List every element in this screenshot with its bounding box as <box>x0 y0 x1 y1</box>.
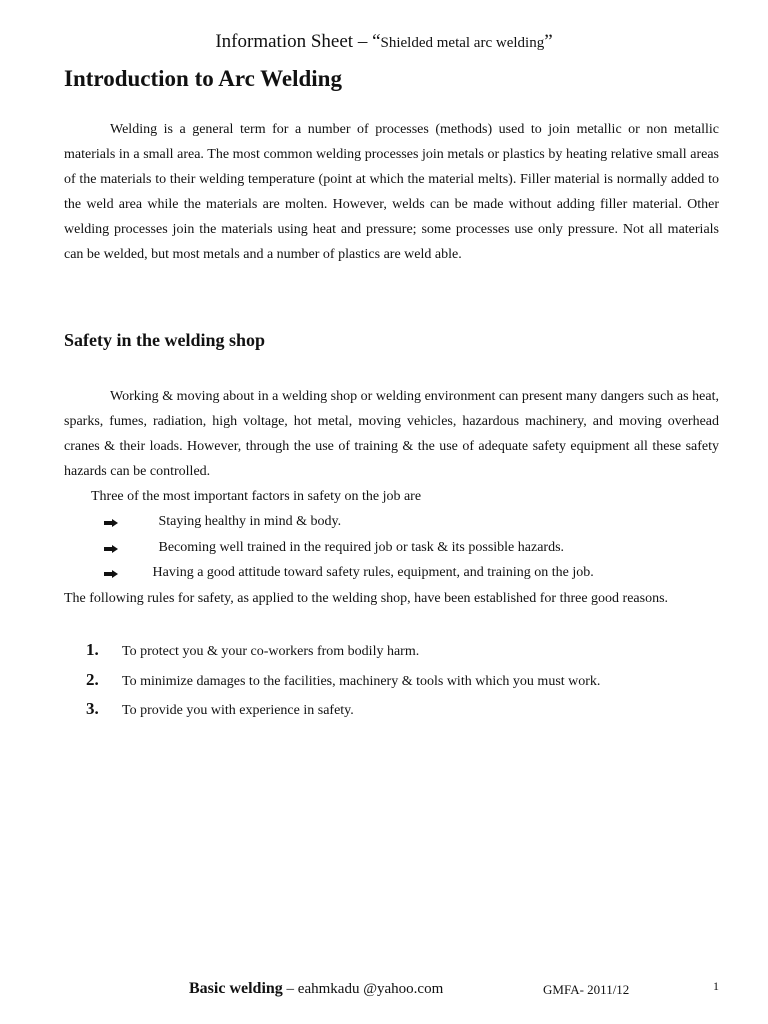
footer-code: GMFA- 2011/12 <box>543 982 630 997</box>
list-item <box>86 699 354 719</box>
header-quote-open: “ <box>372 31 381 52</box>
header-dash: – <box>353 31 373 52</box>
factors-intro: Three of the most important factors in safety on the job are <box>91 489 422 504</box>
item-text: To provide you with experience in safety. <box>122 703 354 718</box>
rules-intro: The following rules for safety, as applied to the welding shop, have been established for three good reasons. <box>64 591 669 606</box>
factor-text: Becoming well trained in the required job or task & its possible hazards. <box>158 540 565 555</box>
factor-text: Having a good attitude toward safety rules, equipment, and training on the job. <box>152 565 594 580</box>
page-footer <box>0 980 768 1004</box>
safety-paragraph <box>64 384 719 484</box>
footer-dash: – <box>282 981 298 997</box>
list-item <box>86 670 600 690</box>
footer-email: eahmkadu @yahoo.com <box>297 981 444 997</box>
list-item <box>103 514 341 530</box>
page-title: Introduction to Arc Welding <box>64 66 342 91</box>
footer-course <box>189 980 443 998</box>
item-number: 3. <box>86 699 99 718</box>
item-text: To minimize damages to the facilities, machinery & tools with which you must work. <box>122 674 601 689</box>
factor-text: Staying healthy in mind & body. <box>158 514 342 529</box>
safety-paragraph-text: Working & moving about in a welding shop or welding environment can present many dangers such as heat, sparks, fumes, radiation, high voltage, hot metal, moving vehicles, hazardous machinery, and moving overhead cranes & their loads. However, through the use of training & the use of adequate safety equipment all these safety hazards can be controlled. <box>64 389 719 479</box>
section-heading-safety: Safety in the welding shop <box>64 330 266 350</box>
intro-paragraph-text: Welding is a general term for a number of processes (methods) used to join metallic or non metallic materials in a small area. The most common welding processes join metals or plastics by heating relative small areas of the materials to their welding temperature (point at which the material melts). Filler material is normally added to the weld area while the materials are molten. However, welds can be made without adding filler material. Other welding processes join the materials using heat and pressure; some processes use only pressure. Not all materials can be welded, but most metals and a number of plastics are weld able. <box>64 122 719 262</box>
list-item <box>103 540 564 556</box>
intro-paragraph <box>64 117 719 267</box>
pointing-hand-icon <box>103 568 119 578</box>
header-quote-close: ” <box>544 31 553 52</box>
header-label: Information Sheet <box>215 31 354 52</box>
pointing-hand-icon <box>103 517 119 527</box>
list-item <box>86 640 419 660</box>
item-text: To protect you & your co-workers from bodily harm. <box>122 644 420 659</box>
page-header <box>0 31 768 53</box>
item-number: 2. <box>86 670 99 689</box>
footer-course-name: Basic welding <box>189 980 283 997</box>
pointing-hand-icon <box>103 543 119 553</box>
list-item <box>103 565 594 581</box>
header-subject: Shielded metal arc welding <box>380 35 545 51</box>
page-number: 1 <box>713 979 719 993</box>
item-number: 1. <box>86 640 99 659</box>
